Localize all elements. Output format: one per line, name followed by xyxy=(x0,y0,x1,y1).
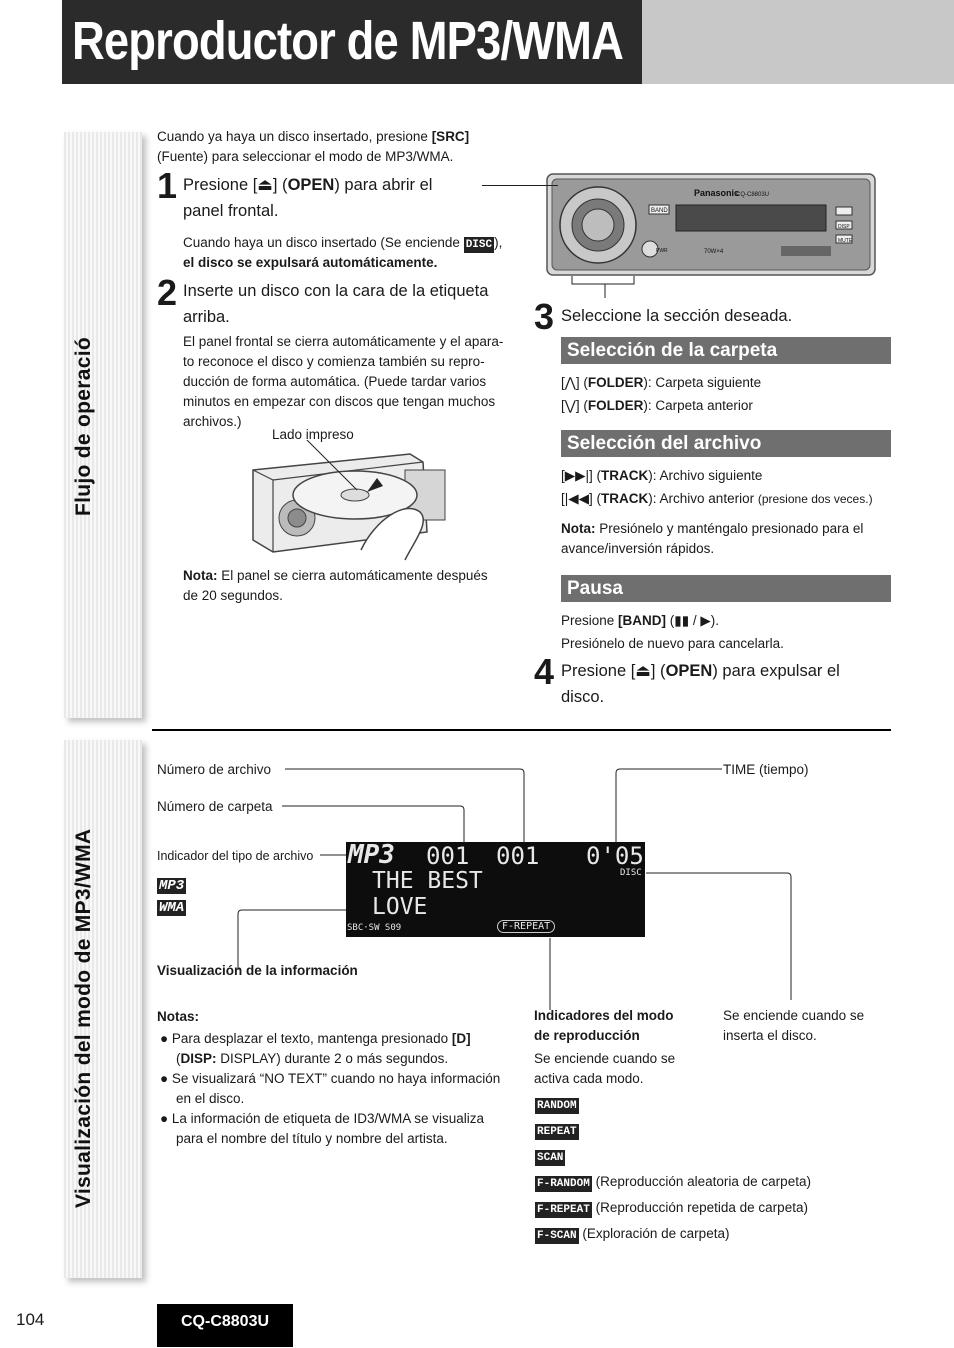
mode-indicator-list xyxy=(535,1094,895,1250)
callout-line-open xyxy=(482,185,558,186)
eject-icon: ⏏ xyxy=(635,662,651,680)
lcd-status-line: SBC·SW S09 xyxy=(347,923,402,933)
unit-mute-label: MUTE xyxy=(838,238,853,244)
modes-title: Indicadores del modo de reproducción xyxy=(534,1008,674,1043)
mode-item: F-RANDOM (Reproducción aleatoria de carpeta) xyxy=(537,1174,811,1190)
pause-instructions: Presione [BAND] (▮▮ / ▶). Presiónelo de nuevo para cancelarla. xyxy=(561,613,784,651)
step-1-number: 1 xyxy=(157,165,178,206)
mode-item xyxy=(535,1146,895,1172)
notes-list: ● Para desplazar el texto, mantenga presionado [D] (DISP: DISPLAY) durante 2 o más segundos. ● Se visualizará “NO TEXT” cuando no haya información en el disco. ● La información de etiqueta de ID3/WMA se visualiza para el nombre del título y nombre del artista. xyxy=(160,1029,520,1149)
note-item: ● Para desplazar el texto, mantenga presionado [D] xyxy=(160,1031,471,1046)
unit-band-button: BAND xyxy=(651,208,668,214)
section-divider xyxy=(152,729,891,731)
lcd-folder-number: 001 xyxy=(426,842,470,870)
callout-time: TIME (tiempo) xyxy=(723,762,809,777)
lcd-line-2: LOVE xyxy=(372,894,428,920)
file-note: Nota: Presiónelo y manténgalo presionado para el avance/inversión rápidos. xyxy=(561,521,864,556)
lcd-mp3-indicator: MP3 xyxy=(348,842,395,870)
disc-indicator-badge: DISC xyxy=(465,239,493,251)
open-button-bracket xyxy=(570,276,640,300)
callout-folder-number: Número de carpeta xyxy=(157,799,273,814)
mode-item: F-SCAN (Exploración de carpeta) xyxy=(537,1226,730,1242)
header-accent xyxy=(642,0,954,84)
step-3-text: Seleccione la sección deseada. xyxy=(561,307,793,325)
unit-pwr-label: PWR xyxy=(656,248,668,254)
mode-badge: REPEAT xyxy=(537,1126,577,1138)
step-1-note: Cuando haya un disco insertado (Se enciende DISC ), el disco se expulsará automáticamente. xyxy=(183,235,503,270)
notes-title: Notas: xyxy=(157,1009,200,1024)
step-2-text: Inserte un disco con la cara de la etiqueta arriba. xyxy=(183,282,489,326)
page-number: 104 xyxy=(16,1310,45,1329)
note-item: ● La información de etiqueta de ID3/WMA se visualiza xyxy=(160,1111,485,1126)
step-2-note: Nota: El panel se cierra automáticamente después de 20 segundos. xyxy=(183,568,488,603)
car-stereo-faceplate xyxy=(546,173,876,277)
step-2-number: 2 xyxy=(157,272,178,313)
sidebar-label-top: Flujo de operació xyxy=(72,337,95,516)
lcd-time: 0'05 xyxy=(586,842,644,870)
page-title: Reproductor de MP3/WMA xyxy=(72,11,624,71)
callout-file-type: Indicador del tipo de archivo xyxy=(157,849,314,863)
lcd-file-number: 001 xyxy=(496,842,540,870)
mode-item xyxy=(535,1120,895,1146)
file-section-header: Selección del archivo xyxy=(561,430,891,457)
lcd-disc-indicator: DISC xyxy=(620,868,642,878)
mp3-badge: MP3 xyxy=(159,878,185,894)
folder-instructions: [⋀] (FOLDER): Carpeta siguiente [⋁] (FOLDER): Carpeta anterior xyxy=(561,375,762,413)
sidebar-label-bottom: Visualización del modo de MP3/WMA xyxy=(72,828,95,1208)
eject-icon: ⏏ xyxy=(257,176,273,194)
unit-disp-label: DISP xyxy=(838,224,850,230)
modes-description: Se enciende cuando se activa cada modo. xyxy=(534,1051,676,1086)
folder-section-header: Selección de la carpeta xyxy=(561,337,891,364)
wma-badge: WMA xyxy=(159,900,185,916)
mode-badge: F-REPEAT xyxy=(537,1204,590,1216)
disc-insert-illustration xyxy=(245,440,465,564)
unit-brand: Panasonic xyxy=(694,188,740,198)
pause-section-header: Pausa xyxy=(561,575,891,602)
mode-badge: F-RANDOM xyxy=(537,1178,590,1190)
step-3-number: 3 xyxy=(534,296,555,337)
step-2-paragraph: El panel frontal se cierra automáticamente y el apara- to reconoce el disco y comienza también su repro- ducción de forma automática. (Puede tardar varios minutos en empezar con discos que tengan muchos archivos.) xyxy=(183,334,504,429)
file-instructions: [▶▶|] (TRACK): Archivo siguiente [|◀◀] (TRACK): Archivo anterior (presione dos veces.) xyxy=(561,468,873,506)
mode-badge: RANDOM xyxy=(537,1100,577,1112)
mode-badge: F-SCAN xyxy=(537,1230,577,1242)
unit-power-label: 70W×4 xyxy=(704,249,724,255)
callout-info-display: Visualización de la información xyxy=(157,963,358,978)
mode-item xyxy=(535,1094,895,1120)
lcd-repeat-indicator: F-REPEAT xyxy=(497,920,555,933)
unit-model: CQ-C8803U xyxy=(736,192,770,198)
printed-side-label: Lado impreso xyxy=(272,427,354,442)
mode-item: F-REPEAT (Reproducción repetida de carpeta) xyxy=(537,1200,808,1216)
mode-badge: SCAN xyxy=(537,1152,564,1164)
callout-file-number: Número de archivo xyxy=(157,762,272,777)
step-1-text: Presione [⏏] (OPEN) para abrir el panel frontal. xyxy=(183,176,433,220)
lcd-line-1: THE BEST xyxy=(372,868,483,894)
model-badge: CQ-C8803U xyxy=(157,1304,293,1347)
intro-text: Cuando ya haya un disco insertado, presione [SRC] (Fuente) para seleccionar el modo de MP3/WMA. xyxy=(157,129,470,164)
step-4-text: Presione [⏏] (OPEN) para expulsar el disco. xyxy=(561,662,840,706)
note-item: ● Se visualizará “NO TEXT” cuando no haya información xyxy=(160,1071,501,1086)
disc-note: Se enciende cuando se inserta el disco. xyxy=(723,1008,865,1043)
step-4-number: 4 xyxy=(534,651,555,692)
